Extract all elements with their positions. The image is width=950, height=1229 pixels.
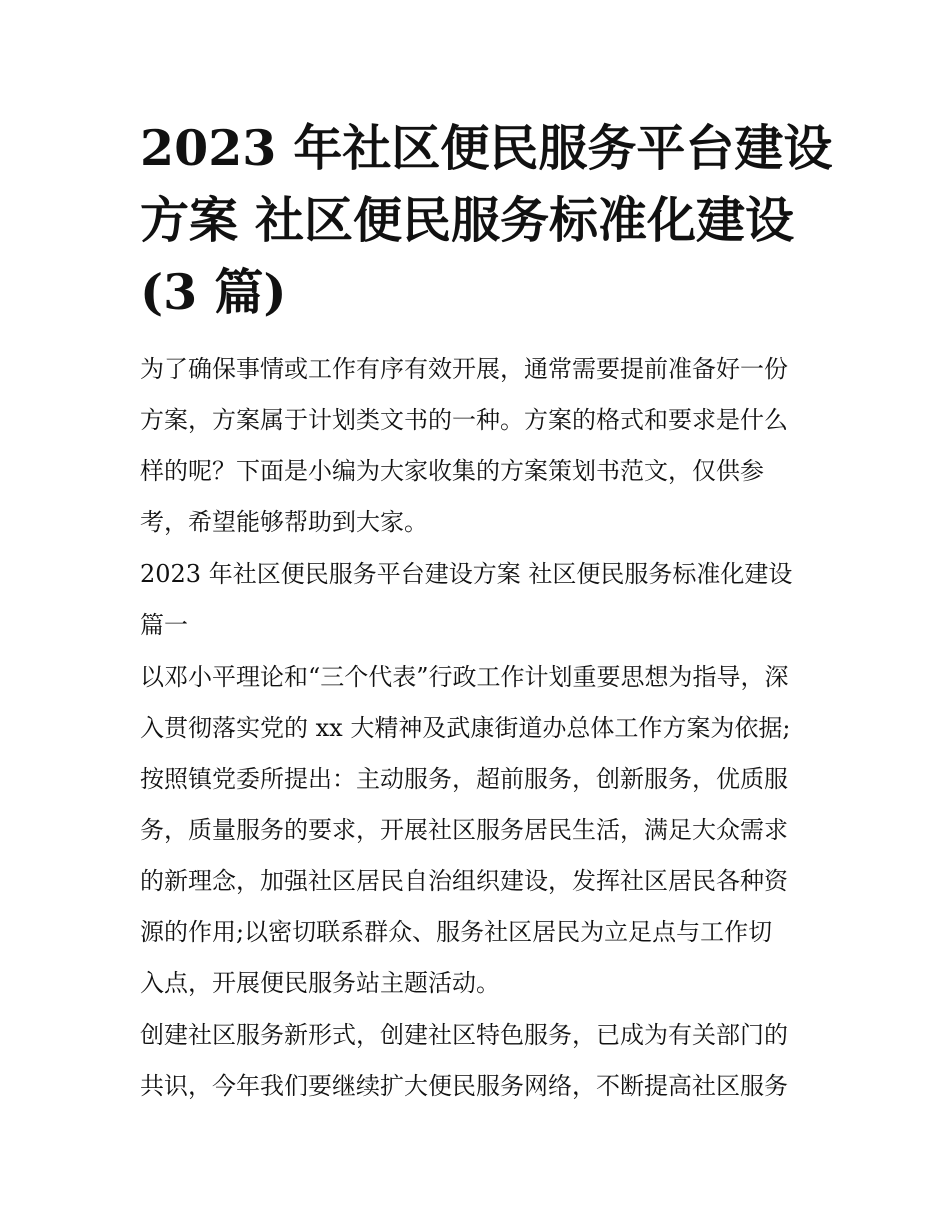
- text-line: 源的作用;以密切联系群众、服务社区居民为立足点与工作切: [140, 918, 773, 946]
- text-line: 共识，今年我们要继续扩大便民服务网络，不断提高社区服务: [140, 1072, 788, 1100]
- document-body: [140, 344, 815, 1112]
- text-line: 入点，开展便民服务站主题活动。: [140, 969, 500, 997]
- document-title: [140, 112, 833, 328]
- title-line-1: 2023 年社区便民服务平台建设: [140, 119, 833, 177]
- intro-paragraph: [140, 344, 815, 548]
- text-line: 考，希望能够帮助到大家。: [140, 508, 428, 536]
- text-line: 创建社区服务新形式，创建社区特色服务，已成为有关部门的: [140, 1021, 788, 1049]
- text-line: 按照镇党委所提出：主动服务，超前服务，创新服务，优质服: [140, 765, 788, 793]
- guiding-paragraph: [140, 652, 815, 1009]
- text-line: 为了确保事情或工作有序有效开展，通常需要提前准备好一份: [140, 355, 788, 383]
- text-line: 样的呢？下面是小编为大家收集的方案策划书范文，仅供参: [140, 457, 764, 485]
- title-line-3: (3 篇): [140, 263, 287, 321]
- text-line: 2023 年社区便民服务平台建设方案 社区便民服务标准化建设: [140, 560, 793, 588]
- text-line: 方案，方案属于计划类文书的一种。方案的格式和要求是什么: [140, 406, 788, 434]
- section-heading: [140, 549, 815, 651]
- text-line: 务，质量服务的要求，开展社区服务居民生活，满足大众需求: [140, 816, 788, 844]
- text-line: 的新理念，加强社区居民自治组织建设，发挥社区居民各种资: [140, 867, 788, 895]
- text-line: 篇一: [140, 611, 188, 639]
- document-page: [140, 112, 833, 1113]
- service-paragraph: [140, 1010, 815, 1112]
- title-line-2: 方案 社区便民服务标准化建设: [140, 191, 795, 249]
- text-line: 入贯彻落实党的 xx 大精神及武康街道办总体工作方案为依据;: [140, 714, 791, 742]
- text-line: 以邓小平理论和“三个代表”行政工作计划重要思想为指导，深: [140, 663, 789, 691]
